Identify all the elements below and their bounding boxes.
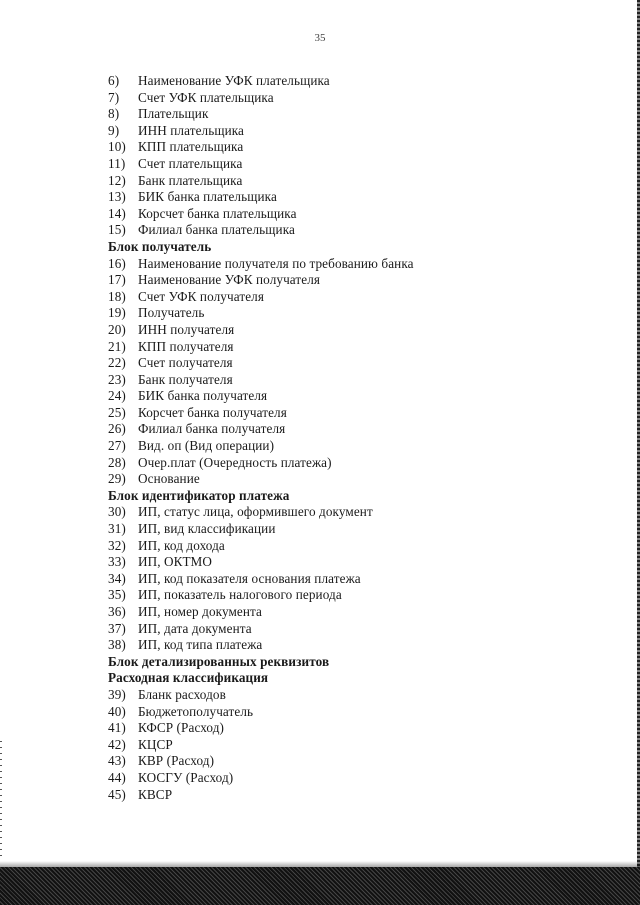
list-item	[108, 421, 568, 438]
field-list	[108, 73, 568, 803]
list-item-number: 39)	[108, 686, 126, 702]
list-item-text: ИНН плательщика	[138, 122, 245, 138]
list-item	[108, 189, 568, 206]
list-item-number: 40)	[108, 703, 126, 719]
list-item-number: 9)	[108, 122, 120, 138]
list-item-number: 41)	[108, 720, 126, 736]
list-item	[108, 554, 568, 571]
list-item	[108, 256, 568, 273]
list-item	[108, 471, 568, 488]
list-item-number: 32)	[108, 537, 126, 553]
section-heading-text: Расходная классификация	[108, 670, 269, 686]
list-item-number: 12)	[108, 172, 126, 188]
list-item-number: 7)	[108, 89, 120, 105]
list-item	[108, 737, 568, 754]
list-item-number: 13)	[108, 189, 126, 205]
list-item-text: ИП, ОКТМО	[138, 554, 212, 570]
list-item-text: ИНН получателя	[138, 321, 235, 337]
page-number: 35	[314, 32, 326, 44]
section-heading	[108, 239, 568, 256]
list-item	[108, 720, 568, 737]
list-item	[108, 222, 568, 239]
list-item-text: КЦСР	[138, 736, 173, 752]
list-item-number: 17)	[108, 272, 126, 288]
list-item	[108, 173, 568, 190]
list-item	[108, 770, 568, 787]
list-item-number: 29)	[108, 471, 126, 487]
list-item-number: 35)	[108, 587, 126, 603]
list-item	[108, 305, 568, 322]
list-item-number: 34)	[108, 570, 126, 586]
list-item-number: 33)	[108, 554, 126, 570]
scan-edge-left	[0, 741, 2, 861]
list-item	[108, 123, 568, 140]
list-item-number: 22)	[108, 355, 126, 371]
list-item-text: КОСГУ (Расход)	[138, 769, 234, 785]
list-item	[108, 787, 568, 804]
list-item-text: Счет получателя	[138, 355, 233, 371]
section-heading-text: Блок получатель	[108, 238, 212, 254]
list-item	[108, 156, 568, 173]
list-item-text: ИП, код типа платежа	[138, 637, 263, 653]
list-item	[108, 90, 568, 107]
list-item	[108, 339, 568, 356]
list-item-text: ИП, код дохода	[138, 537, 225, 553]
list-item	[108, 106, 568, 123]
list-item-text: ИП, дата документа	[138, 620, 252, 636]
list-item-number: 24)	[108, 388, 126, 404]
section-heading	[108, 670, 568, 687]
list-item	[108, 272, 568, 289]
list-item-text: Счет УФК плательщика	[138, 89, 274, 105]
list-item-number: 25)	[108, 404, 126, 420]
section-heading	[108, 488, 568, 505]
list-item-text: Бюджетополучатель	[138, 703, 254, 719]
list-item	[108, 73, 568, 90]
list-item-text: КВР (Расход)	[138, 753, 215, 769]
list-item-text: Банк получателя	[138, 371, 233, 387]
list-item-text: Бланк расходов	[138, 686, 226, 702]
list-item-text: БИК банка получателя	[138, 388, 268, 404]
section-heading-text: Блок детализированных реквизитов	[108, 653, 330, 669]
list-item	[108, 405, 568, 422]
list-item	[108, 455, 568, 472]
list-item-text: Филиал банка получателя	[138, 421, 286, 437]
list-item	[108, 289, 568, 306]
list-item	[108, 538, 568, 555]
list-item-text: ИП, вид классификации	[138, 521, 276, 537]
list-item	[108, 621, 568, 638]
list-item-text: Счет УФК получателя	[138, 288, 264, 304]
list-item	[108, 206, 568, 223]
list-item-text: Филиал банка плательщика	[138, 222, 295, 238]
list-item-text: ИП, показатель налогового периода	[138, 587, 342, 603]
section-heading	[108, 654, 568, 671]
list-item-number: 44)	[108, 769, 126, 785]
list-item-number: 26)	[108, 421, 126, 437]
list-item	[108, 355, 568, 372]
list-item	[108, 687, 568, 704]
list-item-text: Вид. оп (Вид операции)	[138, 438, 275, 454]
list-item-number: 11)	[108, 155, 126, 171]
list-item	[108, 571, 568, 588]
list-item	[108, 388, 568, 405]
list-item-number: 21)	[108, 338, 126, 354]
list-item-number: 18)	[108, 288, 126, 304]
list-item-number: 31)	[108, 521, 126, 537]
list-item-number: 36)	[108, 604, 126, 619]
list-item-text: ИП, код показателя основания платежа	[138, 570, 361, 586]
list-item-text: КВСР	[138, 786, 173, 802]
list-item-number: 20)	[108, 321, 126, 337]
list-item	[108, 139, 568, 156]
list-item	[108, 521, 568, 538]
list-item-number: 30)	[108, 504, 126, 520]
list-item	[108, 637, 568, 654]
list-item	[108, 704, 568, 721]
list-item-text: Наименование получателя по требованию банка	[138, 255, 414, 271]
list-item-text: КПП получателя	[138, 338, 234, 354]
list-item-text: БИК банка плательщика	[138, 189, 277, 205]
list-item-text: ИП, статус лица, оформившего документ	[138, 504, 373, 520]
list-item-number: 43)	[108, 753, 126, 769]
list-item-number: 42)	[108, 736, 126, 752]
list-item-text: Корсчет банка получателя	[138, 404, 287, 420]
scan-edge-bottom	[0, 867, 640, 905]
list-item-text: Счет плательщика	[138, 155, 243, 171]
list-item	[108, 438, 568, 455]
list-item-text: КФСР (Расход)	[138, 720, 225, 736]
list-item-text: Очер.плат (Очередность платежа)	[138, 454, 332, 470]
list-item-text: Наименование УФК плательщика	[138, 73, 330, 88]
list-item-number: 16)	[108, 255, 126, 271]
list-item-text: Плательщик	[138, 106, 209, 122]
list-item-text: Корсчет банка плательщика	[138, 205, 297, 221]
list-item-number: 45)	[108, 786, 126, 802]
list-item-number: 14)	[108, 205, 126, 221]
list-item	[108, 587, 568, 604]
list-item-number: 28)	[108, 454, 126, 470]
list-item	[108, 753, 568, 770]
section-heading-text: Блок идентификатор платежа	[108, 487, 290, 503]
list-item	[108, 504, 568, 521]
list-item-text: Банк плательщика	[138, 172, 243, 188]
list-item-number: 27)	[108, 438, 126, 454]
list-item-number: 10)	[108, 139, 126, 155]
list-item-text: Получатель	[138, 305, 205, 321]
list-item-number: 15)	[108, 222, 126, 238]
list-item-text: КПП плательщика	[138, 139, 244, 155]
list-item-text: Наименование УФК получателя	[138, 272, 321, 288]
list-item-text: ИП, номер документа	[138, 604, 263, 619]
list-item	[108, 322, 568, 339]
list-item-number: 19)	[108, 305, 126, 321]
list-item	[108, 604, 568, 621]
list-item-number: 8)	[108, 106, 120, 122]
list-item	[108, 372, 568, 389]
list-item-number: 38)	[108, 637, 126, 653]
list-item-number: 37)	[108, 620, 126, 636]
list-item-number: 6)	[108, 73, 120, 88]
list-item-text: Основание	[138, 471, 200, 487]
list-item-number: 23)	[108, 371, 126, 387]
